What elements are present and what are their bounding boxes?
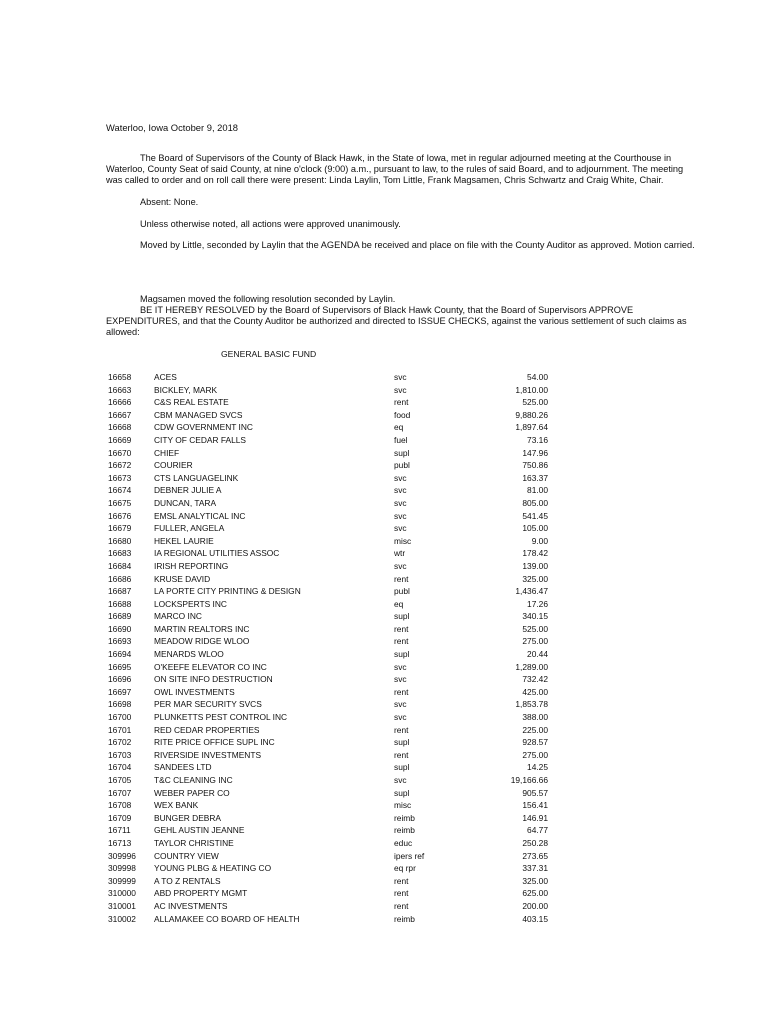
claim-number: 16668 (108, 422, 132, 433)
claim-vendor: CBM MANAGED SVCS (154, 409, 243, 420)
claim-type: svc (394, 472, 407, 483)
claim-vendor: AC INVESTMENTS (154, 900, 228, 911)
claim-vendor: WEBER PAPER CO (154, 787, 230, 798)
claim-type: supl (394, 649, 410, 660)
claim-vendor: COURIER (154, 460, 193, 471)
claim-number: 309999 (108, 875, 136, 886)
resolution-intro: Magsamen moved the following resolution seconded by Laylin. (140, 294, 396, 304)
claim-row (108, 725, 548, 738)
claim-vendor: HEKEL LAURIE (154, 535, 214, 546)
claim-type: svc (394, 523, 407, 534)
claim-amount: 1,810.00 (515, 384, 548, 395)
claim-row (108, 901, 548, 914)
claim-vendor: CTS LANGUAGELINK (154, 472, 239, 483)
claim-number: 16669 (108, 434, 132, 445)
claim-row (108, 498, 548, 511)
claim-type: reimb (394, 825, 415, 836)
claim-row (108, 372, 548, 385)
claim-row (108, 473, 548, 486)
claim-amount: 325.00 (522, 875, 548, 886)
claim-type: svc (394, 661, 407, 672)
claims-table (108, 372, 548, 926)
claim-row (108, 888, 548, 901)
claim-amount: 20.44 (527, 649, 548, 660)
claim-number: 16707 (108, 787, 132, 798)
claim-type: rent (394, 900, 409, 911)
claim-type: svc (394, 775, 407, 785)
claim-amount: 19,166.66 (510, 775, 548, 785)
claim-amount: 425.00 (522, 686, 548, 697)
claim-vendor: WEX BANK (154, 800, 199, 811)
claim-type: svc (394, 485, 407, 496)
claim-amount: 325.00 (522, 573, 548, 584)
agenda-motion-paragraph: Moved by Little, seconded by Laylin that the AGENDA be received and place on file with the County Auditor as approved. Motion carried. (140, 240, 695, 250)
claim-type: reimb (394, 913, 415, 924)
claim-row (108, 511, 548, 524)
claim-type: ipers ref (394, 850, 425, 861)
claim-amount: 541.45 (522, 510, 548, 521)
claim-vendor: MENARDS WLOO (154, 649, 224, 660)
unanimous-paragraph: Unless otherwise noted, all actions were approved unanimously. (140, 219, 401, 229)
claim-number: 309998 (108, 863, 136, 874)
claim-vendor: IA REGIONAL UTILITIES ASSOC (154, 548, 280, 559)
claim-row (108, 737, 548, 750)
claim-type: supl (394, 787, 410, 798)
claim-number: 16687 (108, 586, 132, 597)
claim-row (108, 410, 548, 423)
claim-type: reimb (394, 812, 415, 823)
claim-amount: 928.57 (522, 737, 548, 748)
claim-vendor: YOUNG PLBG & HEATING CO (154, 863, 272, 874)
opening-paragraph: The Board of Supervisors of the County of Black Hawk, in the State of Iowa, met in regular adjourned meeting at the Courthouse in Waterloo, County Seat of said County, at nine o'clock (9:00) a.m., pursuant to law, to the rules of said Board, and to adjournment. The meeting was called to order and on roll call there were present: Linda Laylin, Tom Little, Frank Magsamen, Chris Schwartz and Craig White, Chair. (106, 153, 684, 186)
claim-vendor: RITE PRICE OFFICE SUPL INC (154, 737, 275, 748)
claim-row (108, 611, 548, 624)
claim-row (108, 435, 548, 448)
claim-type: svc (394, 372, 407, 382)
claim-number: 16675 (108, 497, 132, 508)
claim-vendor: LOCKSPERTS INC (154, 598, 227, 609)
claim-vendor: FULLER, ANGELA (154, 523, 225, 534)
claim-number: 16709 (108, 812, 132, 823)
claim-amount: 147.96 (522, 447, 548, 458)
claim-row (108, 385, 548, 398)
claim-type: supl (394, 447, 410, 458)
claim-type: eq (394, 598, 404, 609)
claim-row (108, 397, 548, 410)
claim-row (108, 561, 548, 574)
claim-vendor: ALLAMAKEE CO BOARD OF HEALTH (154, 913, 300, 924)
claim-type: misc (394, 535, 412, 546)
claim-row (108, 523, 548, 536)
claim-type: educ (394, 837, 413, 848)
claim-type: supl (394, 762, 410, 773)
claim-number: 16713 (108, 837, 132, 848)
claim-number: 16689 (108, 611, 132, 622)
claim-amount: 9,880.26 (515, 409, 548, 420)
claim-amount: 163.37 (522, 472, 548, 483)
claim-vendor: A TO Z RENTALS (154, 875, 221, 886)
claim-row (108, 662, 548, 675)
claim-amount: 200.00 (522, 900, 548, 911)
claim-row (108, 687, 548, 700)
claim-amount: 14.25 (527, 762, 548, 773)
claim-row (108, 838, 548, 851)
claim-amount: 64.77 (527, 825, 548, 836)
claim-amount: 54.00 (527, 372, 548, 382)
claim-type: rent (394, 686, 409, 697)
claim-amount: 805.00 (522, 497, 548, 508)
claim-amount: 73.16 (527, 434, 548, 445)
claims-table-body (108, 372, 548, 926)
claim-number: 16672 (108, 460, 132, 471)
claim-vendor: EMSL ANALYTICAL INC (154, 510, 246, 521)
claim-vendor: O'KEEFE ELEVATOR CO INC (154, 661, 267, 672)
claim-type: svc (394, 384, 407, 395)
claim-number: 16670 (108, 447, 132, 458)
claim-vendor: CITY OF CEDAR FALLS (154, 434, 246, 445)
claim-number: 310001 (108, 900, 136, 911)
claim-amount: 17.26 (527, 598, 548, 609)
claim-amount: 275.00 (522, 749, 548, 760)
claim-type: rent (394, 573, 409, 584)
claim-row (108, 775, 548, 788)
claim-amount: 275.00 (522, 636, 548, 647)
claim-vendor: OWL INVESTMENTS (154, 686, 235, 697)
claim-number: 16698 (108, 699, 132, 710)
claim-type: svc (394, 699, 407, 710)
claim-type: supl (394, 737, 410, 748)
claim-vendor: GEHL AUSTIN JEANNE (154, 825, 245, 836)
claim-number: 16658 (108, 372, 132, 382)
claim-number: 309996 (108, 850, 136, 861)
claim-amount: 340.15 (522, 611, 548, 622)
claim-row (108, 548, 548, 561)
claim-type: eq rpr (394, 863, 416, 874)
claim-number: 16697 (108, 686, 132, 697)
claim-number: 16666 (108, 397, 132, 408)
claim-type: food (394, 409, 411, 420)
claim-row (108, 825, 548, 838)
claim-vendor: MEADOW RIDGE WLOO (154, 636, 250, 647)
claim-type: rent (394, 888, 409, 899)
claim-amount: 625.00 (522, 888, 548, 899)
claim-type: rent (394, 636, 409, 647)
claim-number: 16695 (108, 661, 132, 672)
claim-number: 16667 (108, 409, 132, 420)
claim-amount: 337.31 (522, 863, 548, 874)
claim-vendor: IRISH REPORTING (154, 560, 229, 571)
claim-type: rent (394, 623, 409, 634)
claim-number: 16705 (108, 775, 132, 785)
claim-number: 16676 (108, 510, 132, 521)
claim-type: rent (394, 397, 409, 408)
claim-row (108, 914, 548, 927)
claim-number: 16663 (108, 384, 132, 395)
claim-row (108, 712, 548, 725)
claim-amount: 146.91 (522, 812, 548, 823)
claim-type: svc (394, 712, 407, 723)
claim-amount: 525.00 (522, 623, 548, 634)
claim-number: 16673 (108, 472, 132, 483)
claim-number: 16683 (108, 548, 132, 559)
claim-number: 16674 (108, 485, 132, 496)
claim-amount: 225.00 (522, 724, 548, 735)
claim-amount: 1,897.64 (515, 422, 548, 433)
claim-number: 16690 (108, 623, 132, 634)
claim-number: 16686 (108, 573, 132, 584)
claim-number: 16696 (108, 674, 132, 685)
claim-type: rent (394, 724, 409, 735)
claim-number: 16694 (108, 649, 132, 660)
claim-amount: 1,853.78 (515, 699, 548, 710)
claim-row (108, 599, 548, 612)
claim-vendor: PER MAR SECURITY SVCS (154, 699, 262, 710)
claim-vendor: TAYLOR CHRISTINE (154, 837, 234, 848)
claim-number: 310000 (108, 888, 136, 899)
claim-vendor: MARCO INC (154, 611, 202, 622)
claim-row (108, 788, 548, 801)
resolved-paragraph: BE IT HEREBY RESOLVED by the Board of Supervisors of Black Hawk County, that the Board of Supervisors APPROVE EXPENDITURES, and that the County Auditor be authorized and directed to ISSUE CHECKS, against the various settlement of such claims as allowed: (106, 305, 687, 338)
claim-vendor: CDW GOVERNMENT INC (154, 422, 253, 433)
claim-number: 16711 (108, 825, 131, 836)
claim-amount: 9.00 (531, 535, 548, 546)
claim-amount: 178.42 (522, 548, 548, 559)
claim-type: rent (394, 875, 409, 886)
claim-vendor: DEBNER JULIE A (154, 485, 222, 496)
claim-row (108, 750, 548, 763)
claim-amount: 156.41 (522, 800, 548, 811)
claim-row (108, 460, 548, 473)
claim-number: 16702 (108, 737, 132, 748)
meeting-date-line: Waterloo, Iowa October 9, 2018 (106, 122, 239, 133)
claim-amount: 139.00 (522, 560, 548, 571)
claim-number: 16700 (108, 712, 132, 723)
claim-row (108, 485, 548, 498)
claim-row (108, 699, 548, 712)
claim-type: publ (394, 586, 410, 597)
claim-number: 16704 (108, 762, 132, 773)
claim-amount: 105.00 (522, 523, 548, 534)
claim-amount: 81.00 (527, 485, 548, 496)
claim-vendor: ABD PROPERTY MGMT (154, 888, 248, 899)
claim-type: misc (394, 800, 412, 811)
claim-row (108, 574, 548, 587)
claim-vendor: C&S REAL ESTATE (154, 397, 229, 408)
claim-row (108, 649, 548, 662)
claim-amount: 388.00 (522, 712, 548, 723)
claim-vendor: PLUNKETTS PEST CONTROL INC (154, 712, 288, 723)
claim-row (108, 586, 548, 599)
claim-vendor: KRUSE DAVID (154, 573, 211, 584)
claim-row (108, 624, 548, 637)
claim-vendor: MARTIN REALTORS INC (154, 623, 250, 634)
claim-amount: 1,436.47 (515, 586, 548, 597)
claim-row (108, 536, 548, 549)
claim-vendor: SANDEES LTD (154, 762, 212, 773)
claim-amount: 525.00 (522, 397, 548, 408)
claim-number: 16703 (108, 749, 132, 760)
claim-vendor: BUNGER DEBRA (154, 812, 222, 823)
claim-amount: 750.86 (522, 460, 548, 471)
claim-row (108, 674, 548, 687)
claim-type: svc (394, 497, 407, 508)
claim-vendor: RED CEDAR PROPERTIES (154, 724, 260, 735)
claim-row (108, 851, 548, 864)
claim-amount: 905.57 (522, 787, 548, 798)
claim-vendor: T&C CLEANING INC (154, 775, 233, 785)
claim-row (108, 863, 548, 876)
claim-type: svc (394, 560, 407, 571)
claim-vendor: COUNTRY VIEW (154, 850, 219, 861)
absent-line: Absent: None. (140, 197, 199, 207)
claim-vendor: BICKLEY, MARK (154, 384, 218, 395)
claim-type: rent (394, 749, 409, 760)
claim-vendor: CHIEF (154, 447, 180, 458)
claim-type: fuel (394, 434, 408, 445)
claim-type: svc (394, 674, 407, 685)
claim-number: 16708 (108, 800, 132, 811)
claim-vendor: LA PORTE CITY PRINTING & DESIGN (154, 586, 301, 597)
claim-type: supl (394, 611, 410, 622)
claim-number: 16679 (108, 523, 132, 534)
claim-number: 16693 (108, 636, 132, 647)
claim-row (108, 762, 548, 775)
claim-type: publ (394, 460, 410, 471)
claim-number: 16684 (108, 560, 132, 571)
claim-type: wtr (394, 548, 406, 559)
claim-type: eq (394, 422, 404, 433)
claim-row (108, 876, 548, 889)
claim-vendor: RIVERSIDE INVESTMENTS (154, 749, 262, 760)
claim-number: 16688 (108, 598, 132, 609)
claim-row (108, 813, 548, 826)
claim-vendor: ACES (154, 372, 177, 382)
claim-row (108, 448, 548, 461)
claim-amount: 273.65 (522, 850, 548, 861)
claim-number: 310002 (108, 913, 136, 924)
fund-title: GENERAL BASIC FUND (221, 349, 317, 359)
claim-number: 16680 (108, 535, 132, 546)
claim-type: svc (394, 510, 407, 521)
claim-amount: 1,289.00 (515, 661, 548, 672)
claim-amount: 250.28 (522, 837, 548, 848)
claim-vendor: ON SITE INFO DESTRUCTION (154, 674, 273, 685)
claim-amount: 732.42 (522, 674, 548, 685)
claim-vendor: DUNCAN, TARA (154, 497, 217, 508)
claim-row (108, 800, 548, 813)
claim-amount: 403.15 (522, 913, 548, 924)
claim-row (108, 422, 548, 435)
claim-number: 16701 (108, 724, 132, 735)
claim-row (108, 636, 548, 649)
